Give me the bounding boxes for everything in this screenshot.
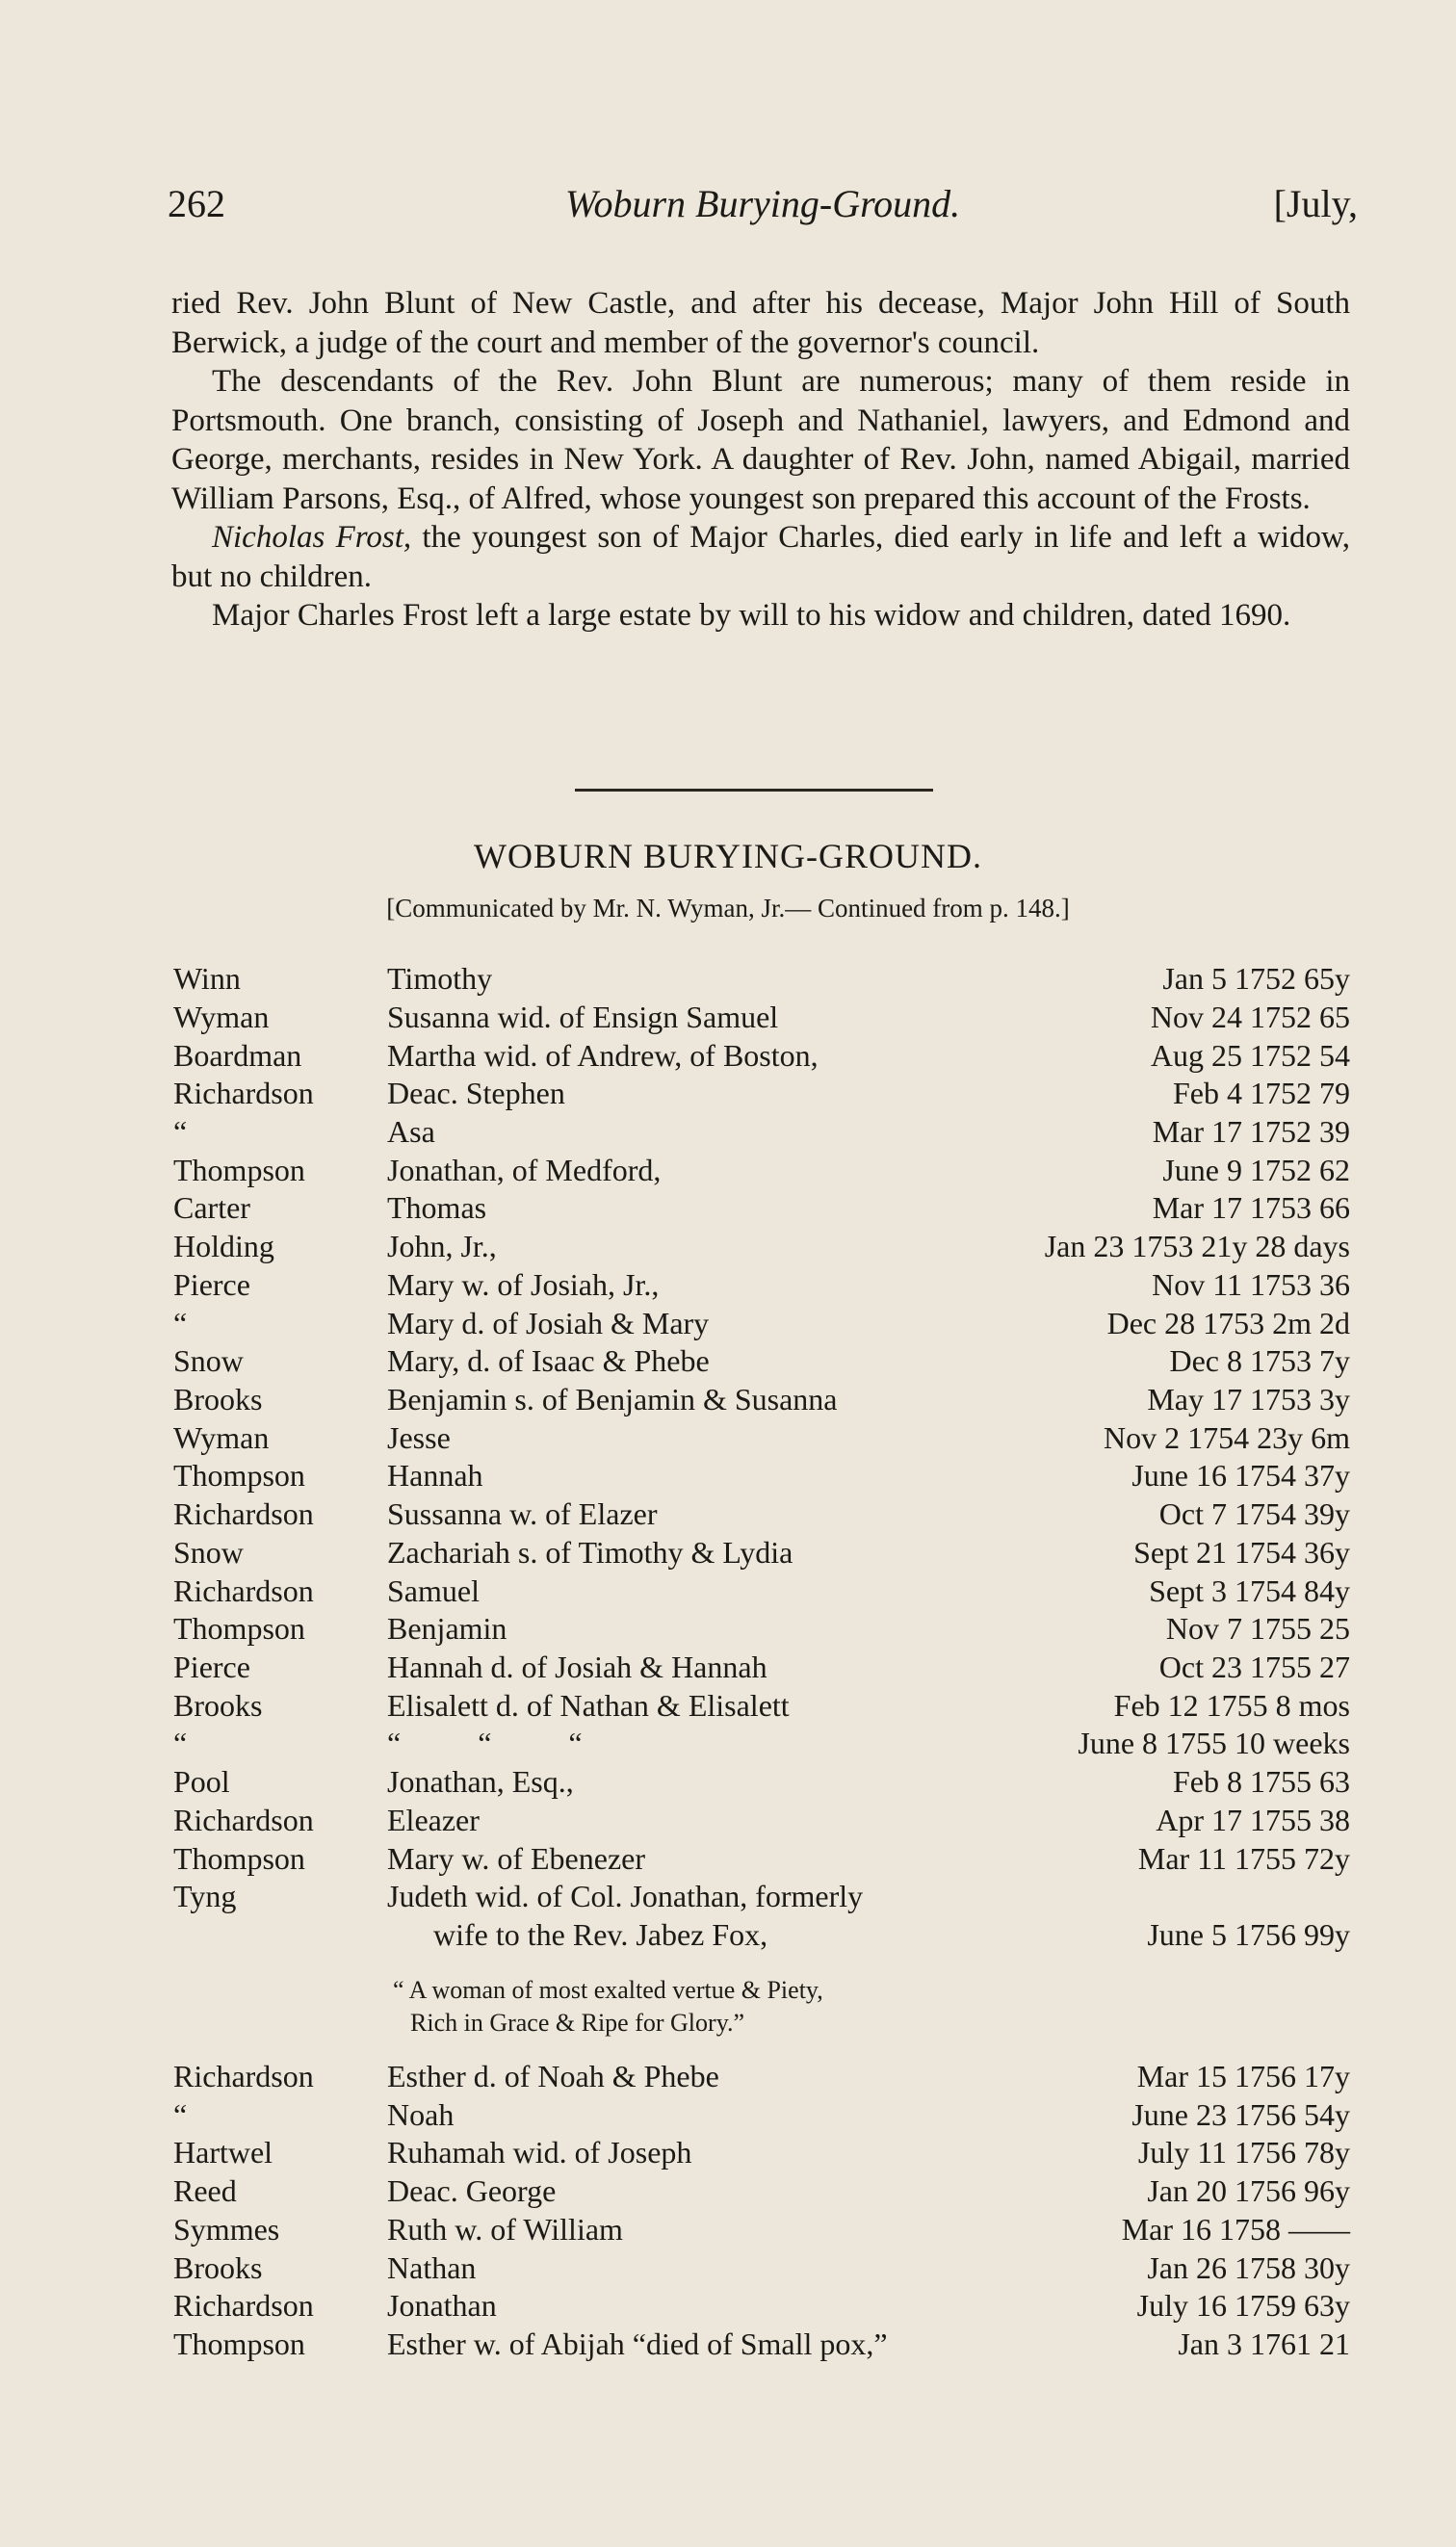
record-row xyxy=(0,1917,1456,1956)
record-surname: Symmes xyxy=(173,2212,280,2247)
record-surname: “ xyxy=(173,1306,188,1340)
record-date-age: Jan 3 1761 21 xyxy=(1178,2326,1350,2361)
record-surname: Richardson xyxy=(173,1496,314,1531)
record-row xyxy=(0,1000,1456,1038)
record-date-age: July 16 1759 63y xyxy=(1136,2288,1350,2323)
record-surname: Wyman xyxy=(173,1420,270,1455)
record-given-name: Thomas xyxy=(387,1190,487,1225)
record-row xyxy=(0,2173,1456,2212)
record-surname: Thompson xyxy=(173,1611,305,1646)
record-given-name: “ “ “ xyxy=(387,1726,583,1760)
record-date-age: June 16 1754 37y xyxy=(1131,1458,1350,1493)
paragraph-4: Major Charles Frost left a large estate by will to his widow and children, dated 1690. xyxy=(212,598,1291,633)
record-row xyxy=(0,2135,1456,2173)
record-surname: Thompson xyxy=(173,2326,305,2361)
epitaph xyxy=(393,1974,1163,2040)
record-date-age: Nov 24 1752 65 xyxy=(1150,1000,1350,1034)
record-given-name: Esther w. of Abijah “died of Small pox,” xyxy=(387,2326,888,2361)
record-date-age: Oct 23 1755 27 xyxy=(1158,1650,1350,1684)
record-date-age: Jan 26 1758 30y xyxy=(1147,2250,1350,2285)
header-date: [July, xyxy=(1273,182,1358,225)
record-date-age: Jan 23 1753 21y 28 days xyxy=(1044,1229,1350,1263)
record-given-name: Mary w. of Ebenezer xyxy=(387,1841,646,1876)
record-given-name: Benjamin xyxy=(387,1611,507,1646)
record-date-age: Jan 20 1756 96y xyxy=(1147,2173,1350,2208)
record-date-age: Oct 7 1754 39y xyxy=(1158,1496,1350,1531)
record-surname: Snow xyxy=(173,1535,244,1570)
record-given-name: Timothy xyxy=(387,961,493,996)
paragraph-3-text: the youngest son of Major Charles, died early in life and left a widow, but no children. xyxy=(171,520,1350,594)
record-given-name: Mary w. of Josiah, Jr., xyxy=(387,1267,660,1302)
record-date-age: Apr 17 1755 38 xyxy=(1156,1803,1350,1837)
record-surname: Brooks xyxy=(173,1688,263,1723)
record-surname: Pierce xyxy=(173,1267,250,1302)
record-given-name: Sussanna w. of Elazer xyxy=(387,1496,658,1531)
record-given-name: Zachariah s. of Timothy & Lydia xyxy=(387,1535,793,1570)
record-row xyxy=(0,1190,1456,1229)
record-row xyxy=(0,1458,1456,1496)
record-given-name: Martha wid. of Andrew, of Boston, xyxy=(387,1038,819,1073)
record-date-age: Jan 5 1752 65y xyxy=(1162,961,1350,996)
record-row xyxy=(0,1573,1456,1612)
record-given-name: Deac. George xyxy=(387,2173,557,2208)
record-date-age: Feb 8 1755 63 xyxy=(1173,1764,1350,1799)
record-surname: “ xyxy=(173,1726,188,1760)
record-given-name: Nathan xyxy=(387,2250,477,2285)
record-row xyxy=(0,1229,1456,1267)
record-row xyxy=(0,961,1456,1000)
record-row xyxy=(0,2288,1456,2326)
record-surname: Richardson xyxy=(173,2288,314,2323)
epitaph-line-1: “ A woman of most exalted vertue & Piety, xyxy=(393,1976,823,2004)
record-given-name: Esther d. of Noah & Phebe xyxy=(387,2059,719,2093)
record-given-name: Asa xyxy=(387,1114,435,1149)
record-row xyxy=(0,1382,1456,1420)
paragraph-1: ried Rev. John Blunt of New Castle, and after his decease, Major John Hill of South Berwick, a judge of the court and member of the governor's council. xyxy=(171,286,1350,360)
record-surname: Snow xyxy=(173,1343,244,1378)
record-surname: Holding xyxy=(173,1229,274,1263)
record-given-name: Susanna wid. of Ensign Samuel xyxy=(387,1000,779,1034)
record-surname: Tyng xyxy=(173,1879,237,1913)
record-surname: Reed xyxy=(173,2173,237,2208)
record-row xyxy=(0,1038,1456,1077)
record-date-age: Mar 17 1752 39 xyxy=(1152,1114,1350,1149)
record-date-age: June 9 1752 62 xyxy=(1162,1153,1350,1187)
record-row xyxy=(0,1726,1456,1764)
record-given-name: Judeth wid. of Col. Jonathan, formerly xyxy=(387,1879,864,1913)
record-given-name: Benjamin s. of Benjamin & Susanna xyxy=(387,1382,838,1416)
record-row xyxy=(0,1764,1456,1803)
record-surname: “ xyxy=(173,2097,188,2132)
section-title: WOBURN BURYING-GROUND. xyxy=(473,837,982,875)
record-surname: Thompson xyxy=(173,1153,305,1187)
record-surname: Richardson xyxy=(173,2059,314,2093)
record-surname: Richardson xyxy=(173,1076,314,1110)
running-title: Woburn Burying-Ground. xyxy=(564,182,961,225)
record-date-age: Nov 2 1754 23y 6m xyxy=(1104,1420,1350,1455)
record-row xyxy=(0,2250,1456,2289)
record-row xyxy=(0,1420,1456,1459)
record-row xyxy=(0,2097,1456,2136)
record-given-name: John, Jr., xyxy=(387,1229,497,1263)
record-given-name: Deac. Stephen xyxy=(387,1076,565,1110)
record-date-age: Dec 28 1753 2m 2d xyxy=(1106,1306,1350,1340)
record-row xyxy=(0,1535,1456,1573)
record-date-age: Mar 11 1755 72y xyxy=(1137,1841,1350,1876)
record-given-name: Hannah xyxy=(387,1458,483,1493)
record-date-age: Aug 25 1752 54 xyxy=(1150,1038,1350,1073)
record-date-age: Mar 16 1758 —— xyxy=(1121,2212,1350,2247)
record-date-age: Dec 8 1753 7y xyxy=(1169,1343,1350,1378)
record-row xyxy=(0,1841,1456,1880)
record-given-name: Samuel xyxy=(387,1573,480,1608)
record-surname: Hartwel xyxy=(173,2135,273,2170)
nicholas-frost-name: Nicholas Frost, xyxy=(212,520,412,555)
record-surname: Carter xyxy=(173,1190,250,1225)
section-subtitle: [Communicated by Mr. N. Wyman, Jr.— Continued from p. 148.] xyxy=(386,894,1070,923)
record-surname: Boardman xyxy=(173,1038,302,1073)
record-row xyxy=(0,1114,1456,1153)
record-row xyxy=(0,1496,1456,1535)
record-row xyxy=(0,1306,1456,1344)
record-row xyxy=(0,2326,1456,2365)
record-surname: Winn xyxy=(173,961,241,996)
record-row xyxy=(0,1611,1456,1650)
record-date-age: Mar 15 1756 17y xyxy=(1136,2059,1350,2093)
record-date-age: June 23 1756 54y xyxy=(1131,2097,1350,2132)
record-row xyxy=(0,1153,1456,1191)
record-date-age: July 11 1756 78y xyxy=(1137,2135,1350,2170)
record-date-age: June 5 1756 99y xyxy=(1147,1917,1350,1952)
record-date-age: June 8 1755 10 weeks xyxy=(1078,1726,1350,1760)
record-date-age: Mar 17 1753 66 xyxy=(1152,1190,1350,1225)
record-surname: Brooks xyxy=(173,2250,263,2285)
record-row xyxy=(0,2059,1456,2097)
paragraph-2: The descendants of the Rev. John Blunt are numerous; many of them reside in Portsmouth. One branch, consisting of Joseph and Nathaniel, lawyers, and Edmond and George, merchants, resides in New York. A daughter of Rev. John, named Abigail, married William Parsons, Esq., of Alfred, whose youngest son prepared this account of the Frosts. xyxy=(171,364,1350,516)
record-surname: Richardson xyxy=(173,1573,314,1608)
record-row xyxy=(0,1650,1456,1688)
record-given-name: Mary, d. of Isaac & Phebe xyxy=(387,1343,710,1378)
record-surname: Brooks xyxy=(173,1382,263,1416)
record-given-name: Noah xyxy=(387,2097,455,2132)
record-date-age: Feb 4 1752 79 xyxy=(1173,1076,1350,1110)
record-date-age: May 17 1753 3y xyxy=(1147,1382,1350,1416)
record-row xyxy=(0,1343,1456,1382)
record-given-name: wife to the Rev. Jabez Fox, xyxy=(387,1917,768,1952)
record-row xyxy=(0,2212,1456,2250)
record-row xyxy=(0,1688,1456,1727)
record-given-name: Elisalett d. of Nathan & Elisalett xyxy=(387,1688,790,1723)
record-surname: Richardson xyxy=(173,1803,314,1837)
record-row xyxy=(0,1267,1456,1306)
record-date-age: Feb 12 1755 8 mos xyxy=(1113,1688,1350,1723)
record-surname: Pierce xyxy=(173,1650,250,1684)
record-given-name: Eleazer xyxy=(387,1803,480,1837)
record-given-name: Hannah d. of Josiah & Hannah xyxy=(387,1650,767,1684)
record-surname: Pool xyxy=(173,1764,230,1799)
record-surname: “ xyxy=(173,1114,188,1149)
record-surname: Thompson xyxy=(173,1458,305,1493)
epitaph-line-2: Rich in Grace & Ripe for Glory.” xyxy=(410,2009,745,2037)
record-date-age: Sept 21 1754 36y xyxy=(1133,1535,1350,1570)
record-given-name: Jesse xyxy=(387,1420,451,1455)
record-given-name: Ruth w. of William xyxy=(387,2212,623,2247)
page-number: 262 xyxy=(168,182,225,225)
record-date-age: Nov 7 1755 25 xyxy=(1165,1611,1350,1646)
record-given-name: Jonathan xyxy=(387,2288,497,2323)
record-date-age: Nov 11 1753 36 xyxy=(1152,1267,1350,1302)
record-date-age: Sept 3 1754 84y xyxy=(1149,1573,1350,1608)
record-surname: Wyman xyxy=(173,1000,270,1034)
record-row xyxy=(0,1803,1456,1841)
record-given-name: Ruhamah wid. of Joseph xyxy=(387,2135,692,2170)
record-given-name: Mary d. of Josiah & Mary xyxy=(387,1306,710,1340)
record-given-name: Jonathan, Esq., xyxy=(387,1764,574,1799)
record-row xyxy=(0,1879,1456,1917)
record-surname: Thompson xyxy=(173,1841,305,1876)
record-row xyxy=(0,1076,1456,1114)
record-given-name: Jonathan, of Medford, xyxy=(387,1153,662,1187)
